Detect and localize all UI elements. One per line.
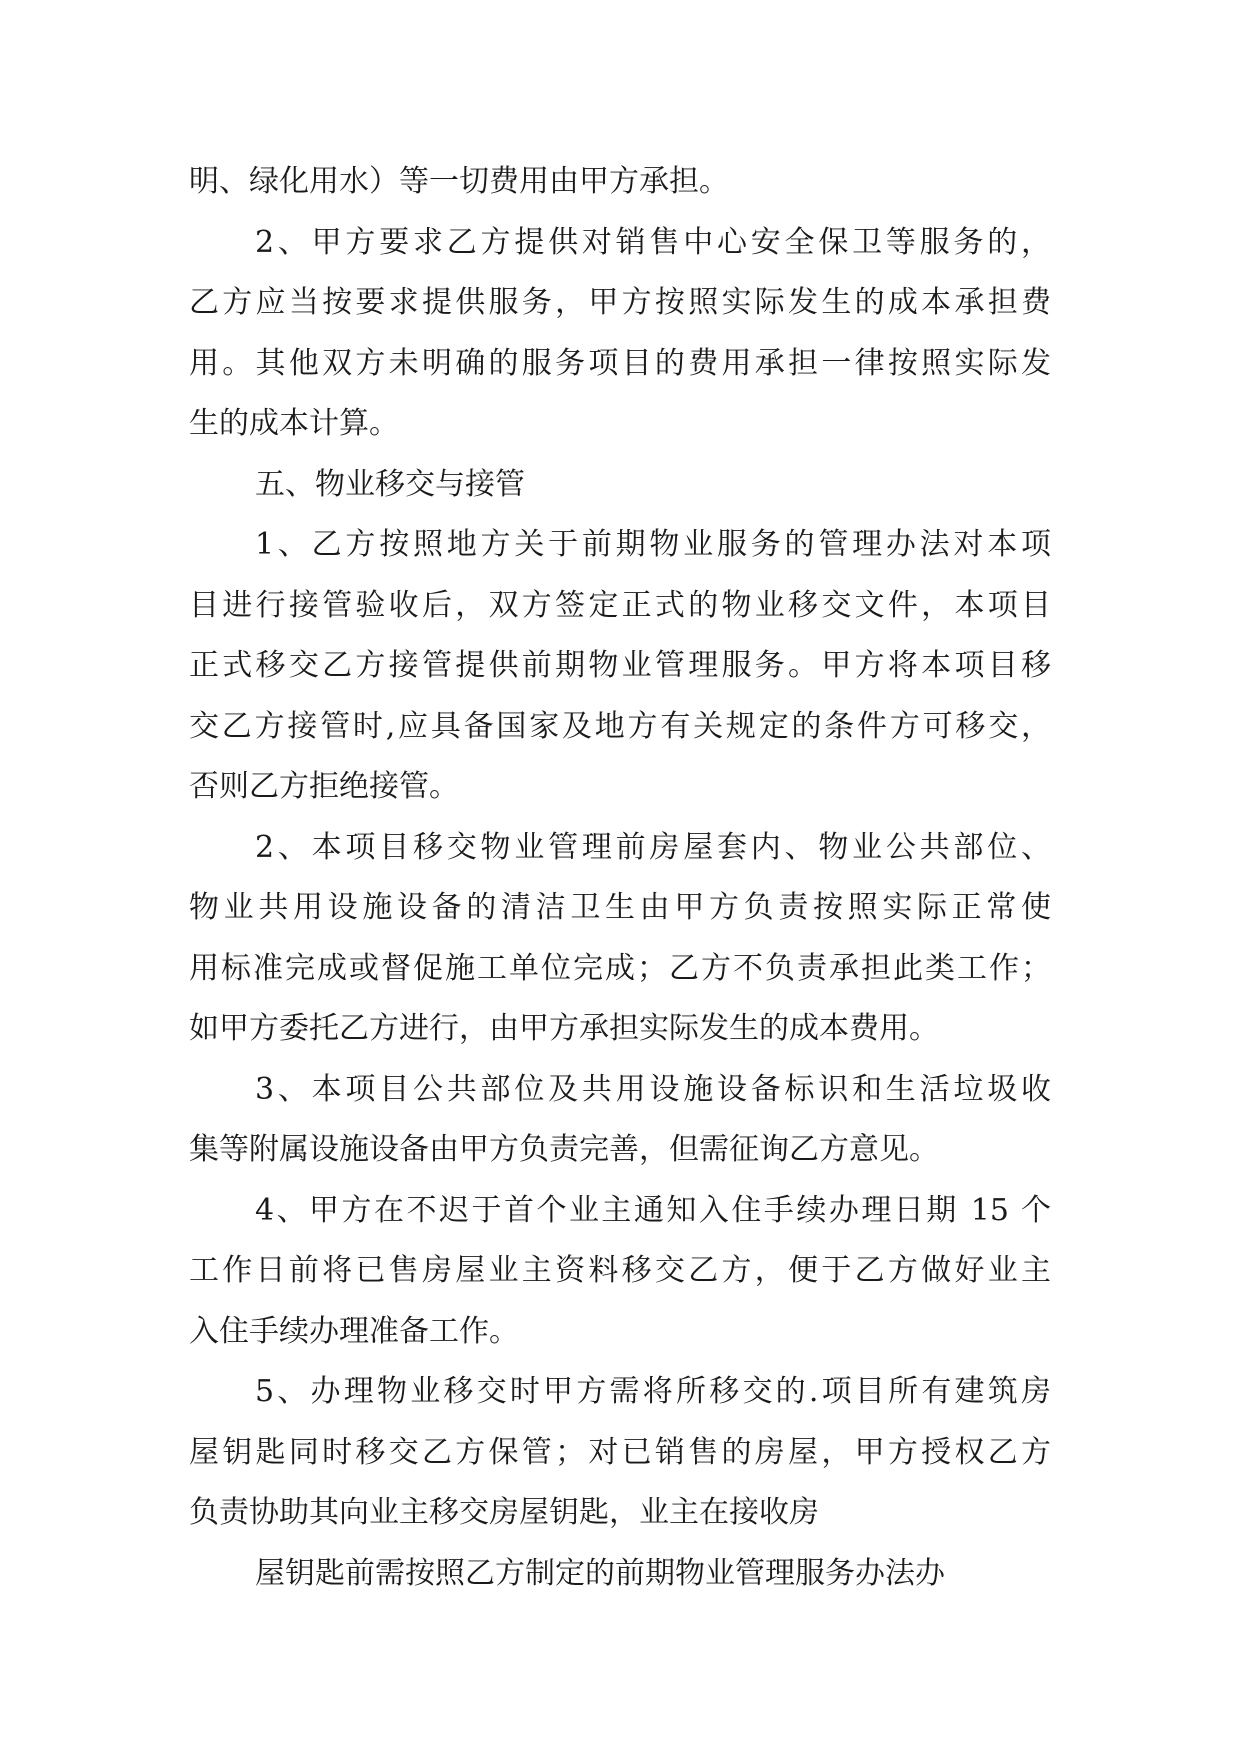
paragraph: [189, 1544, 1051, 1605]
text-line: 物业共用设施设备的清洁卫生由甲方负责按照实际正常使: [189, 890, 1051, 925]
text-line: 集等附属设施设备由甲方负责完善，但需征询乙方意见。: [189, 1132, 939, 1167]
text-line: 生的成本计算。: [189, 406, 399, 441]
text-line: 2、甲方要求乙方提供对销售中心安全保卫等服务的，: [255, 224, 1051, 260]
text-line: 明、绿化用水）等一切费用由甲方承担。: [189, 164, 729, 199]
text-line: 乙方应当按要求提供服务，甲方按照实际发生的成本承担费: [189, 285, 1051, 320]
text-line: 2、本项目移交物业管理前房屋套内、物业公共部位、: [255, 829, 1051, 865]
paragraph: [189, 818, 1051, 1060]
text-line: 工作日前将已售房屋业主资料移交乙方，便于乙方做好业主: [189, 1253, 1051, 1288]
text-line: 1、乙方按照地方关于前期物业服务的管理办法对本项: [255, 527, 1051, 562]
text-line: 屋钥匙前需按照乙方制定的前期物业管理服务办法办: [255, 1555, 945, 1591]
text-line: 用标准完成或督促施工单位完成；乙方不负责承担此类工作；: [189, 950, 1051, 986]
paragraph: [189, 1362, 1051, 1544]
text-line: 入住手续办理准备工作。: [189, 1313, 519, 1349]
text-line: 4、甲方在不迟于首个业主通知入住手续办理日期 15 个: [255, 1192, 1051, 1228]
paragraph: [189, 213, 1051, 455]
text-line: 目进行接管验收后，双方签定正式的物业移交文件，本项目: [189, 587, 1051, 623]
section-heading: [189, 455, 1051, 516]
text-line: 负责协助其向业主移交房屋钥匙，业主在接收房: [189, 1495, 819, 1530]
text-line: 如甲方委托乙方进行，由甲方承担实际发生的成本费用。: [189, 1011, 939, 1046]
text-line: 屋钥匙同时移交乙方保管；对已销售的房屋，甲方授权乙方: [189, 1434, 1051, 1470]
text-line: 用。其他双方未明确的服务项目的费用承担一律按照实际发: [189, 345, 1051, 381]
text-line: 否则乙方拒绝接管。: [189, 769, 459, 804]
text-line: 3、本项目公共部位及共用设施设备标识和生活垃圾收: [255, 1071, 1051, 1107]
paragraph: [189, 1060, 1051, 1181]
document-body: [189, 152, 1051, 1604]
text-line: 五、物业移交与接管: [255, 466, 525, 502]
text-line: 交乙方接管时,应具备国家及地方有关规定的条件方可移交，: [189, 708, 1051, 744]
paragraph: [189, 515, 1051, 818]
paragraph: [189, 1181, 1051, 1363]
text-line: 5、办理物业移交时甲方需将所移交的.项目所有建筑房: [255, 1374, 1051, 1409]
text-line: 正式移交乙方接管提供前期物业管理服务。甲方将本项目移: [189, 648, 1051, 683]
paragraph: [189, 152, 1051, 213]
